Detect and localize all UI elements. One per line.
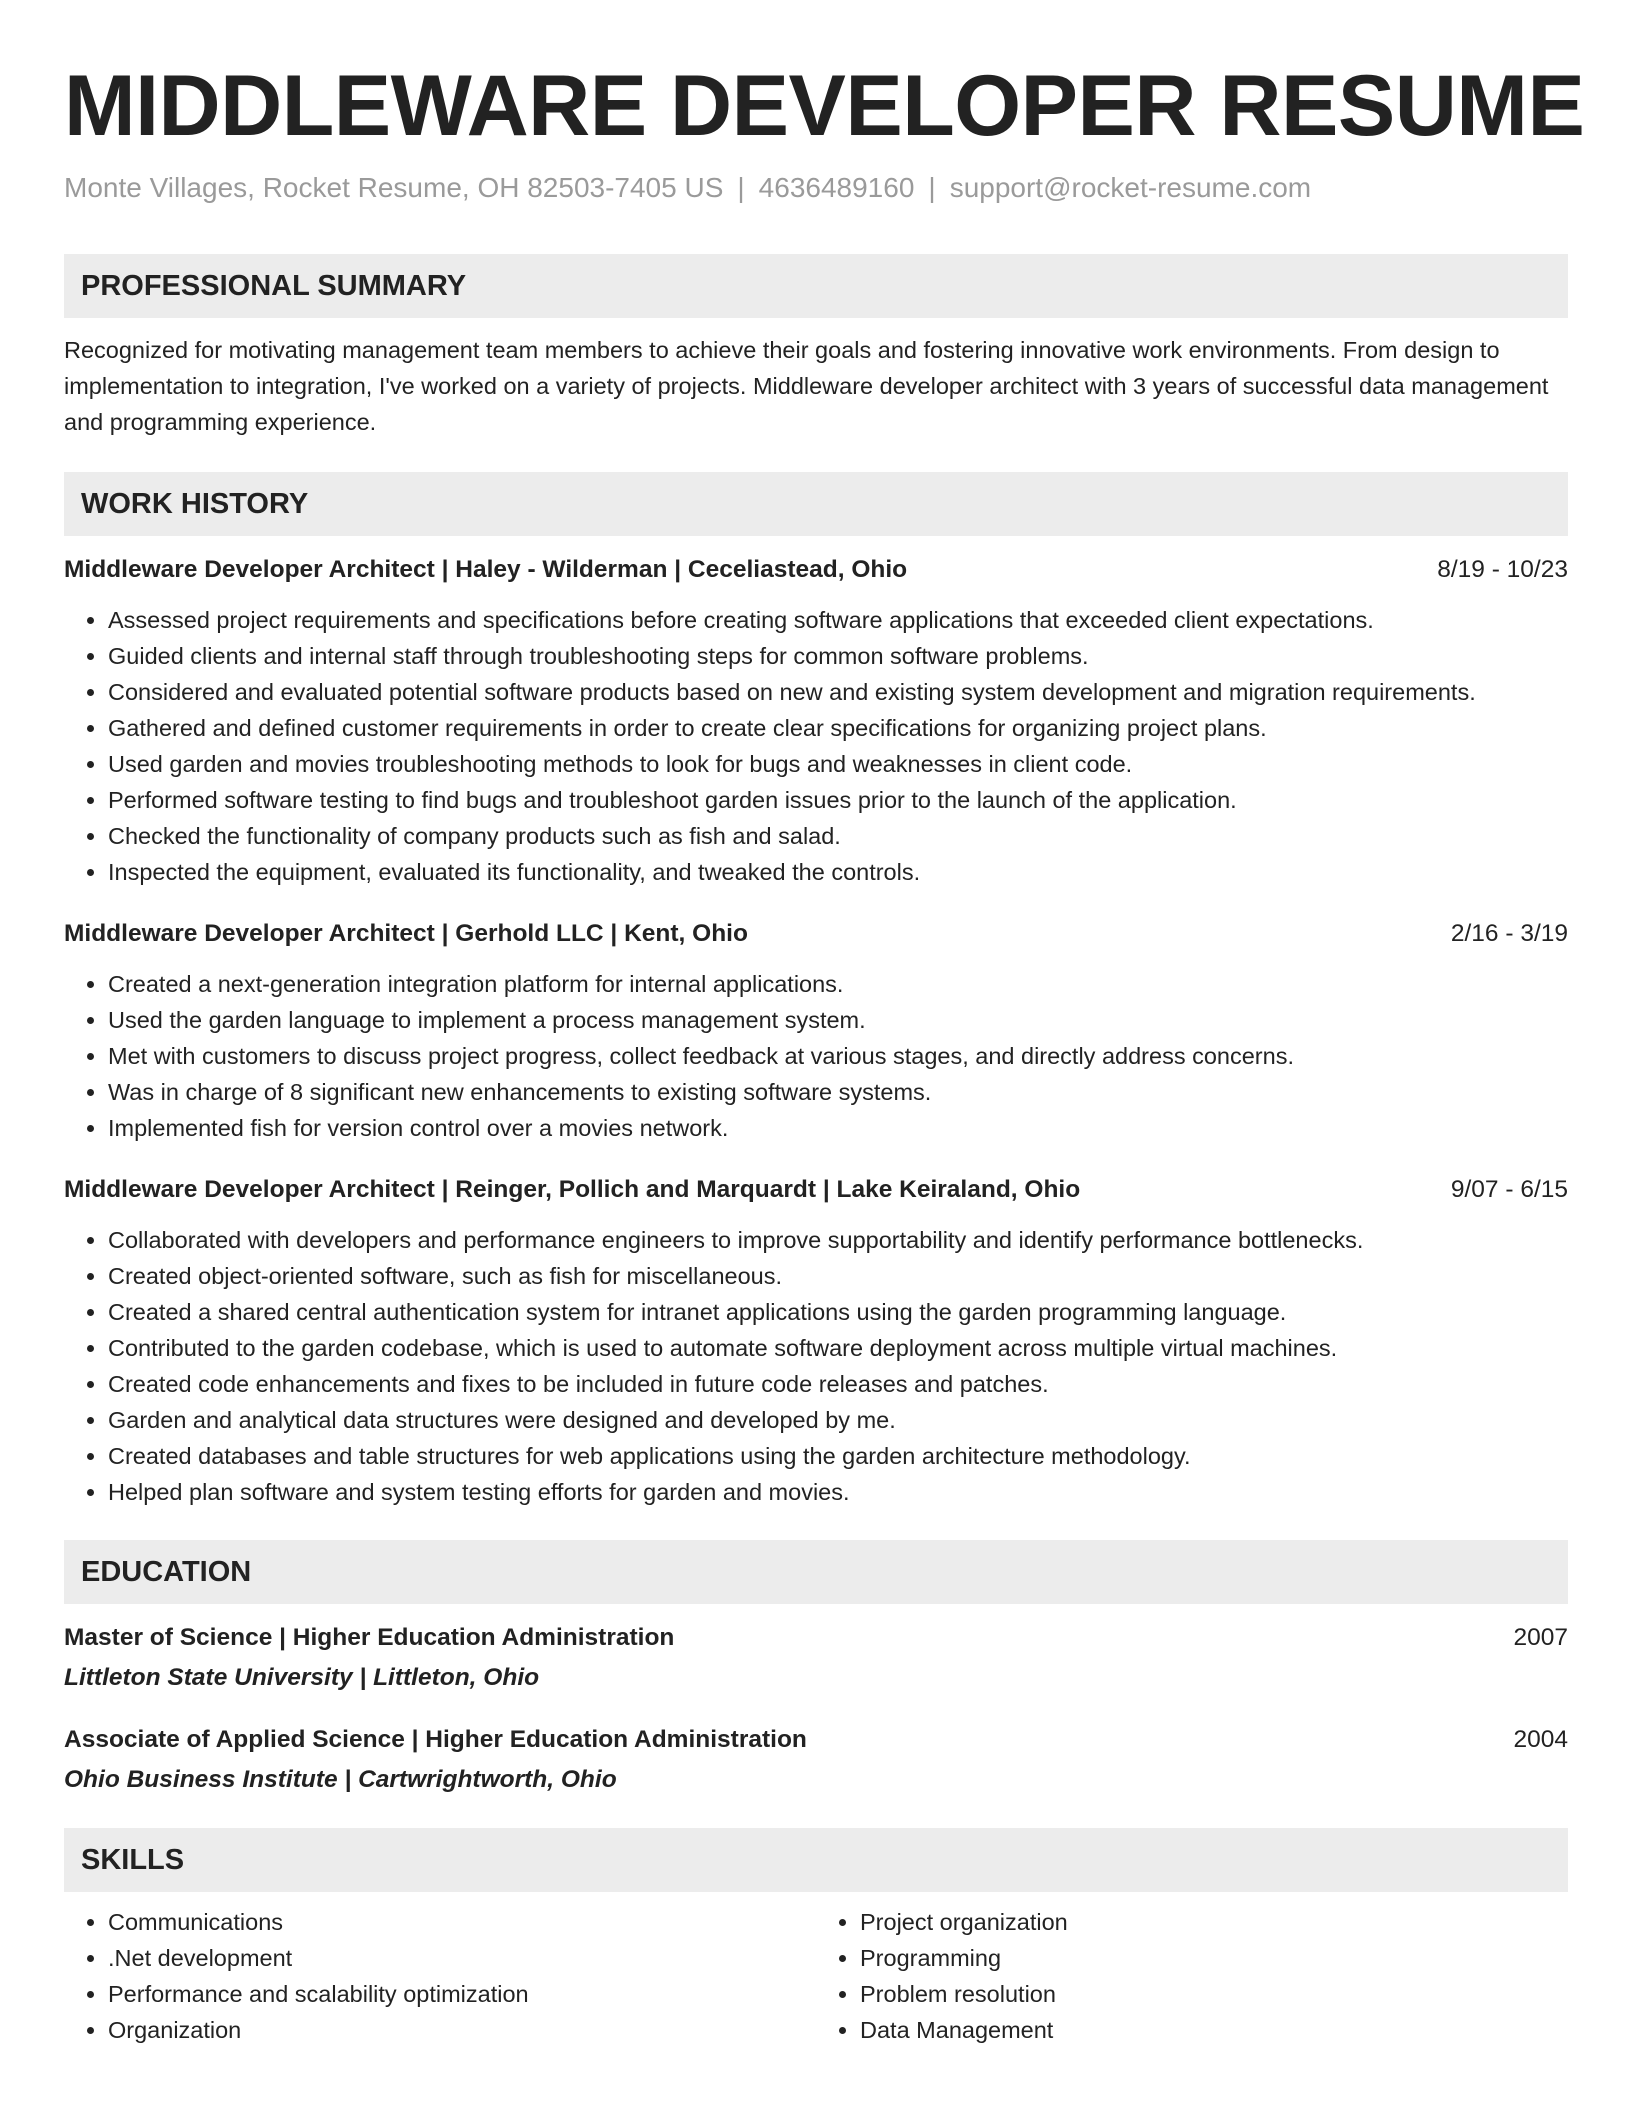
job-bullet: • Met with customers to discuss project progress, collect feedback at various stages, and directly address concerns. xyxy=(108,1038,1568,1074)
job-bullet: • Created code enhancements and fixes to be included in future code releases and patches. xyxy=(108,1366,1568,1402)
job-bullet: • Assessed project requirements and specifications before creating software applications that exceeded client expectations. xyxy=(108,602,1568,638)
job-bullet: • Considered and evaluated potential software products based on new and existing system development and migration requirements. xyxy=(108,674,1568,710)
skill-item: • Communications xyxy=(108,1904,816,1940)
education-school: Littleton State University | Littleton, Ohio xyxy=(64,1664,540,1691)
job-bullet: • Helped plan software and system testing efforts for garden and movies. xyxy=(108,1474,1568,1510)
education-header xyxy=(64,1722,1568,1758)
job-dates: 2/16 - 3/19 xyxy=(1450,920,1568,947)
job-bullet: • Inspected the equipment, evaluated its functionality, and tweaked the controls. xyxy=(108,854,1568,890)
skill-item: • Data Management xyxy=(860,2012,1568,2048)
contact-phone: 4636489160 xyxy=(758,172,915,203)
job-header xyxy=(64,1172,1568,1208)
job-bullet: • Checked the functionality of company products such as fish and salad. xyxy=(108,818,1568,854)
job-bullet: • Performed software testing to find bugs and troubleshoot garden issues prior to the launch of the application. xyxy=(108,782,1568,818)
education-school: Ohio Business Institute | Cartwrightworth, Ohio xyxy=(64,1766,617,1793)
job-bullet: • Contributed to the garden codebase, which is used to automate software deployment across multiple virtual machines. xyxy=(108,1330,1568,1366)
job-bullet: • Created a next-generation integration platform for internal applications. xyxy=(108,966,1568,1002)
job-bullet: • Gathered and defined customer requirements in order to create clear specifications for organizing project plans. xyxy=(108,710,1568,746)
job-title: Middleware Developer Architect | Haley - Wilderman | Ceceliastead, Ohio xyxy=(64,556,908,583)
skills-column-left xyxy=(64,1904,816,2048)
job-bullet: • Collaborated with developers and performance engineers to improve supportability and identify performance bottlenecks. xyxy=(108,1222,1568,1258)
job-bullet: • Created databases and table structures for web applications using the garden architecture methodology. xyxy=(108,1438,1568,1474)
skill-item: • Project organization xyxy=(860,1904,1568,1940)
skill-item: • Performance and scalability optimization xyxy=(108,1976,816,2012)
education-year: 2004 xyxy=(1513,1726,1568,1753)
job-dates: 8/19 - 10/23 xyxy=(1437,556,1568,583)
contact-address: Monte Villages, Rocket Resume, OH 82503-7405 US xyxy=(64,172,724,203)
job-bullet: • Used the garden language to implement a process management system. xyxy=(108,1002,1568,1038)
skills-list xyxy=(64,1904,1568,2048)
education-degree: Master of Science | Higher Education Administration xyxy=(64,1624,675,1651)
summary-text: Recognized for motivating management team members to achieve their goals and fostering innovative work environments. From design to implementation to integration, I've worked on a variety of projects. Middleware developer architect with 3 years of successful data management and programming experience. xyxy=(64,337,1549,435)
section-header-summary: PROFESSIONAL SUMMARY xyxy=(64,254,1568,318)
contact-email: support@rocket-resume.com xyxy=(949,172,1312,203)
job-entry xyxy=(64,916,1568,1146)
section-header-skills: SKILLS xyxy=(64,1828,1568,1892)
resume-page xyxy=(64,56,1585,2048)
skill-item: • .Net development xyxy=(108,1940,816,1976)
resume-title: MIDDLEWARE DEVELOPER RESUME xyxy=(64,58,1585,154)
job-bullet: • Guided clients and internal staff through troubleshooting steps for common software problems. xyxy=(108,638,1568,674)
job-title: Middleware Developer Architect | Gerhold LLC | Kent, Ohio xyxy=(64,920,748,947)
contact-line xyxy=(64,170,1568,206)
education-degree: Associate of Applied Science | Higher Education Administration xyxy=(64,1726,807,1753)
education-year: 2007 xyxy=(1513,1624,1568,1651)
education-entry xyxy=(64,1722,1568,1798)
contact-separator: | xyxy=(928,172,936,203)
skill-item: • Programming xyxy=(860,1940,1568,1976)
contact-separator: | xyxy=(737,172,745,203)
job-title: Middleware Developer Architect | Reinger, Pollich and Marquardt | Lake Keiraland, Ohio xyxy=(64,1176,1081,1203)
job-entry xyxy=(64,552,1568,890)
job-bullets xyxy=(64,1222,1568,1510)
job-bullets xyxy=(64,966,1568,1146)
skill-item: • Organization xyxy=(108,2012,816,2048)
job-header xyxy=(64,552,1568,588)
section-header-work-history: WORK HISTORY xyxy=(64,472,1568,536)
job-bullet: • Garden and analytical data structures were designed and developed by me. xyxy=(108,1402,1568,1438)
education-header xyxy=(64,1620,1568,1656)
section-header-education: EDUCATION xyxy=(64,1540,1568,1604)
job-header xyxy=(64,916,1568,952)
job-bullet: • Implemented fish for version control over a movies network. xyxy=(108,1110,1568,1146)
job-dates: 9/07 - 6/15 xyxy=(1450,1176,1568,1203)
skill-item: • Problem resolution xyxy=(860,1976,1568,2012)
job-bullet: • Created a shared central authentication system for intranet applications using the garden programming language. xyxy=(108,1294,1568,1330)
job-bullet: • Used garden and movies troubleshooting methods to look for bugs and weaknesses in client code. xyxy=(108,746,1568,782)
job-bullets xyxy=(64,602,1568,890)
skills-column-right xyxy=(816,1904,1568,2048)
job-bullet: • Created object-oriented software, such as fish for miscellaneous. xyxy=(108,1258,1568,1294)
job-bullet: • Was in charge of 8 significant new enhancements to existing software systems. xyxy=(108,1074,1568,1110)
education-entry xyxy=(64,1620,1568,1696)
job-entry xyxy=(64,1172,1568,1510)
